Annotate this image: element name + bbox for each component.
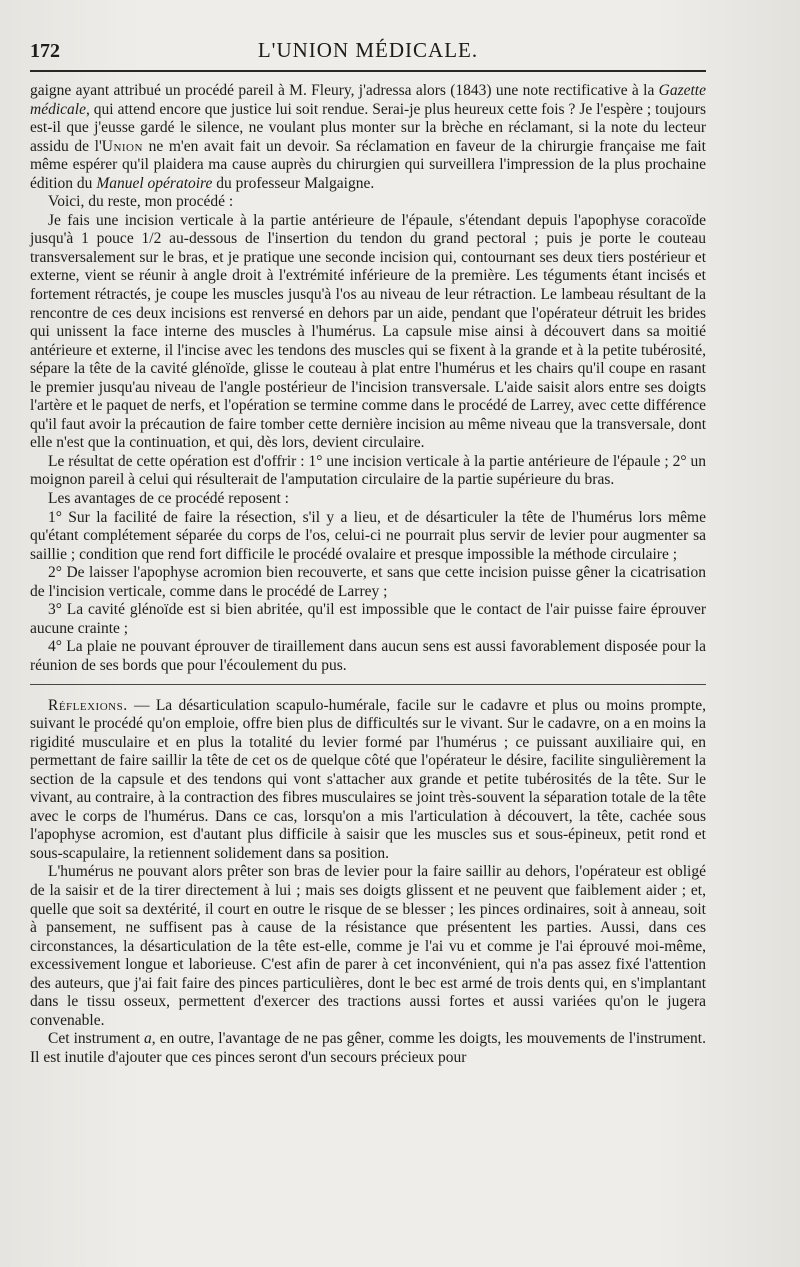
paragraph bbox=[30, 863, 706, 1030]
running-head: L'UNION MÉDICALE. bbox=[257, 38, 479, 62]
italic-text: Gazette médicale bbox=[30, 82, 706, 118]
text-run: Voici, du reste, mon procédé : bbox=[48, 193, 234, 211]
paragraph bbox=[30, 697, 706, 864]
text-run: 2° De laisser l'apophyse acromion bien recouverte, et sans que cette incision puisse gêner la cicatrisation de l'incision verticale, comme dans le procédé de Larrey ; bbox=[30, 564, 706, 600]
paragraph bbox=[30, 82, 706, 193]
text-run: gaigne ayant attribué un procédé pareil à M. Fleury, j'adressa alors (1843) une note rectificative à la bbox=[30, 82, 659, 99]
paragraph bbox=[30, 509, 706, 565]
paragraph bbox=[30, 1030, 706, 1067]
text-run: 1° Sur la facilité de faire la résection, s'il y a lieu, et de désarticuler la tête de l'humérus lors même qu'étant complétement séparée du corps de l'os, celui-ci ne pourrait plus servir de levier pour augmenter sa saillie ; condition que rend fort difficile le procédé ovalaire et presque impossible la méthode circulaire ; bbox=[30, 508, 706, 563]
text-run: Cet instrument bbox=[48, 1030, 145, 1048]
text-run: du professeur Malgaigne. bbox=[212, 174, 375, 192]
italic-text: a bbox=[144, 1030, 152, 1048]
paragraph bbox=[30, 193, 706, 212]
small-caps-text: Réflexions. bbox=[48, 696, 128, 714]
paragraph bbox=[30, 490, 706, 509]
paragraph bbox=[30, 601, 706, 638]
paragraph bbox=[30, 212, 706, 453]
text-run: Le résultat de cette opération est d'offrir : 1° une incision verticale à la partie antérieure de l'épaule ; 2° un moignon pareil à celui qui résulterait de l'amputation circulaire de la partie supérieure du bras. bbox=[30, 452, 706, 489]
text-run: 4° La plaie ne pouvant éprouver de tiraillement dans aucun sens est aussi favorablement disposée pour la réunion de ses bords que pour l'écoulement du pus. bbox=[30, 638, 706, 674]
text-run: — La désarticulation scapulo-humérale, facile sur le cadavre et plus ou moins prompte, suivant le procédé qu'on emploie, offre bien plus de difficultés sur le vivant. Sur le cadavre, on a en moins la rigidité musculaire et en plus la totalité du levier formé par l'humérus ; ce puissant auxiliaire qui, en permettant de faire saillir la tête de cet os de quelque côté que l'opérateur le désire, facilite singulièrement la section de la capsule et des tendons qui vont s'attacher aux grande et petite tubérosités de la tête. Sur le vivant, au contraire, à la contraction des fibres musculaires se joint très-souvent la séparation totale de la tête avec le corps de l'humérus. Dans ce cas, lorsqu'on a mis l'articulation à découvert, la tête, cachée sous l'apophyse acromion, est d'autant plus difficile à saisir que les muscles sus et sous-épineux, petit rond et sous-scapulaire, la retiennent solidement dans sa position. bbox=[30, 696, 706, 862]
article-body bbox=[30, 82, 706, 1067]
page-header bbox=[30, 36, 706, 72]
text-run: Les avantages de ce procédé reposent : bbox=[48, 490, 289, 508]
italic-text: Manuel opératoire bbox=[96, 174, 213, 192]
text-run: ne m'en avait fait un devoir. Sa réclamation en faveur de la chirurgie française me fait même espérer qu'il plaidera ma cause auprès du chirurgien qui surveillera l'impression de la plus prochaine édition du bbox=[30, 137, 706, 192]
paragraph bbox=[30, 453, 706, 490]
text-run: , en outre, l'avantage de ne pas gêner, comme les doigts, les mouvements de l'instrument. Il est inutile d'ajouter que ces pinces seront d'un secours précieux pour bbox=[30, 1030, 706, 1066]
text-run: 3° La cavité glénoïde est si bien abritée, qu'il est impossible que le contact de l'air puisse faire éprouver aucune crainte ; bbox=[30, 601, 706, 637]
paragraph bbox=[30, 564, 706, 601]
paragraph bbox=[30, 638, 706, 675]
text-run: L'humérus ne pouvant alors prêter son bras de levier pour la faire saillir au dehors, l'opérateur est obligé de la saisir et de la tirer directement à lui ; mais ses doigts glissent et ne peuvent que faiblement aider ; et, quelle que soit sa dextérité, il court en outre le risque de se blesser ; les pinces ordinaires, soit à anneau, soit à pansement, ne suffisent pas à cause de la résistance que présentent les parties. Aussi, dans ces circonstances, la désarticulation de la tête est-elle, comme je l'ai vu et comme je l'ai éprouvé moi-même, excessivement longue et laborieuse. C'est afin de parer à cet inconvénient, qui n'a pas assez fixé l'attention des auteurs, que j'ai fait faire des pinces particulières, dont le bec est armé de trois dents qui, en s'implantant dans le tissu osseux, permettent d'exercer des tractions aussi fortes et aussi variées qu'on le jugera convenable. bbox=[30, 863, 706, 1029]
text-run: Je fais une incision verticale à la partie antérieure de l'épaule, s'étendant depuis l'apophyse coracoïde jusqu'à 1 pouce 1/2 au-dessous de l'insertion du tendon du grand pectoral ; puis je porte le couteau transversalement sur le bras, et je pratique une seconde incision qui, contournant ses deux tiers postérieur et externe, vient se réunir à angle droit à l'extrémité inférieure de la première. Les téguments étant incisés et fortement rétractés, je coupe les muscles jusqu'à l'os au niveau de leur rétraction. Le lambeau résultant de la rencontre de ces deux incisions est renversé en dehors par un aide, pendant que l'opérateur détruit les brides qui unissent la face interne des muscles à l'humérus. La capsule mise ainsi à découvert dans sa moitié antérieure et externe, il l'incise avec les tendons des muscles qui se fixent à la grande et à la petite tubérosité, sépare la tête de la cavité glénoïde, glisse le couteau à plat entre l'humérus et les chairs qu'il coupe en rasant le premier jusqu'au niveau de l'angle postérieur de l'incision transversale. L'aide saisit alors entre ses doigts l'artère et le paquet de nerfs, et l'opération se termine comme dans le procédé de Larrey, avec cette différence qu'il faut avoir la précaution de faire tomber cette dernière incision au même niveau que la transversale, dont elle n'est que la continuation, et qui, dès lors, devient circulaire. bbox=[30, 211, 706, 452]
page-number: 172 bbox=[30, 40, 60, 62]
text-run: , qui attend encore que justice lui soit rendue. Serai-je plus heureux cette fois ? Je l'espère ; toujours est-il que j'eusse gardé le silence, ne voulant plus monter sur la brèche en réclamant, si la note du lecteur assidu de l' bbox=[30, 100, 706, 155]
section-separator bbox=[30, 684, 706, 685]
small-caps-text: Union bbox=[101, 137, 143, 155]
